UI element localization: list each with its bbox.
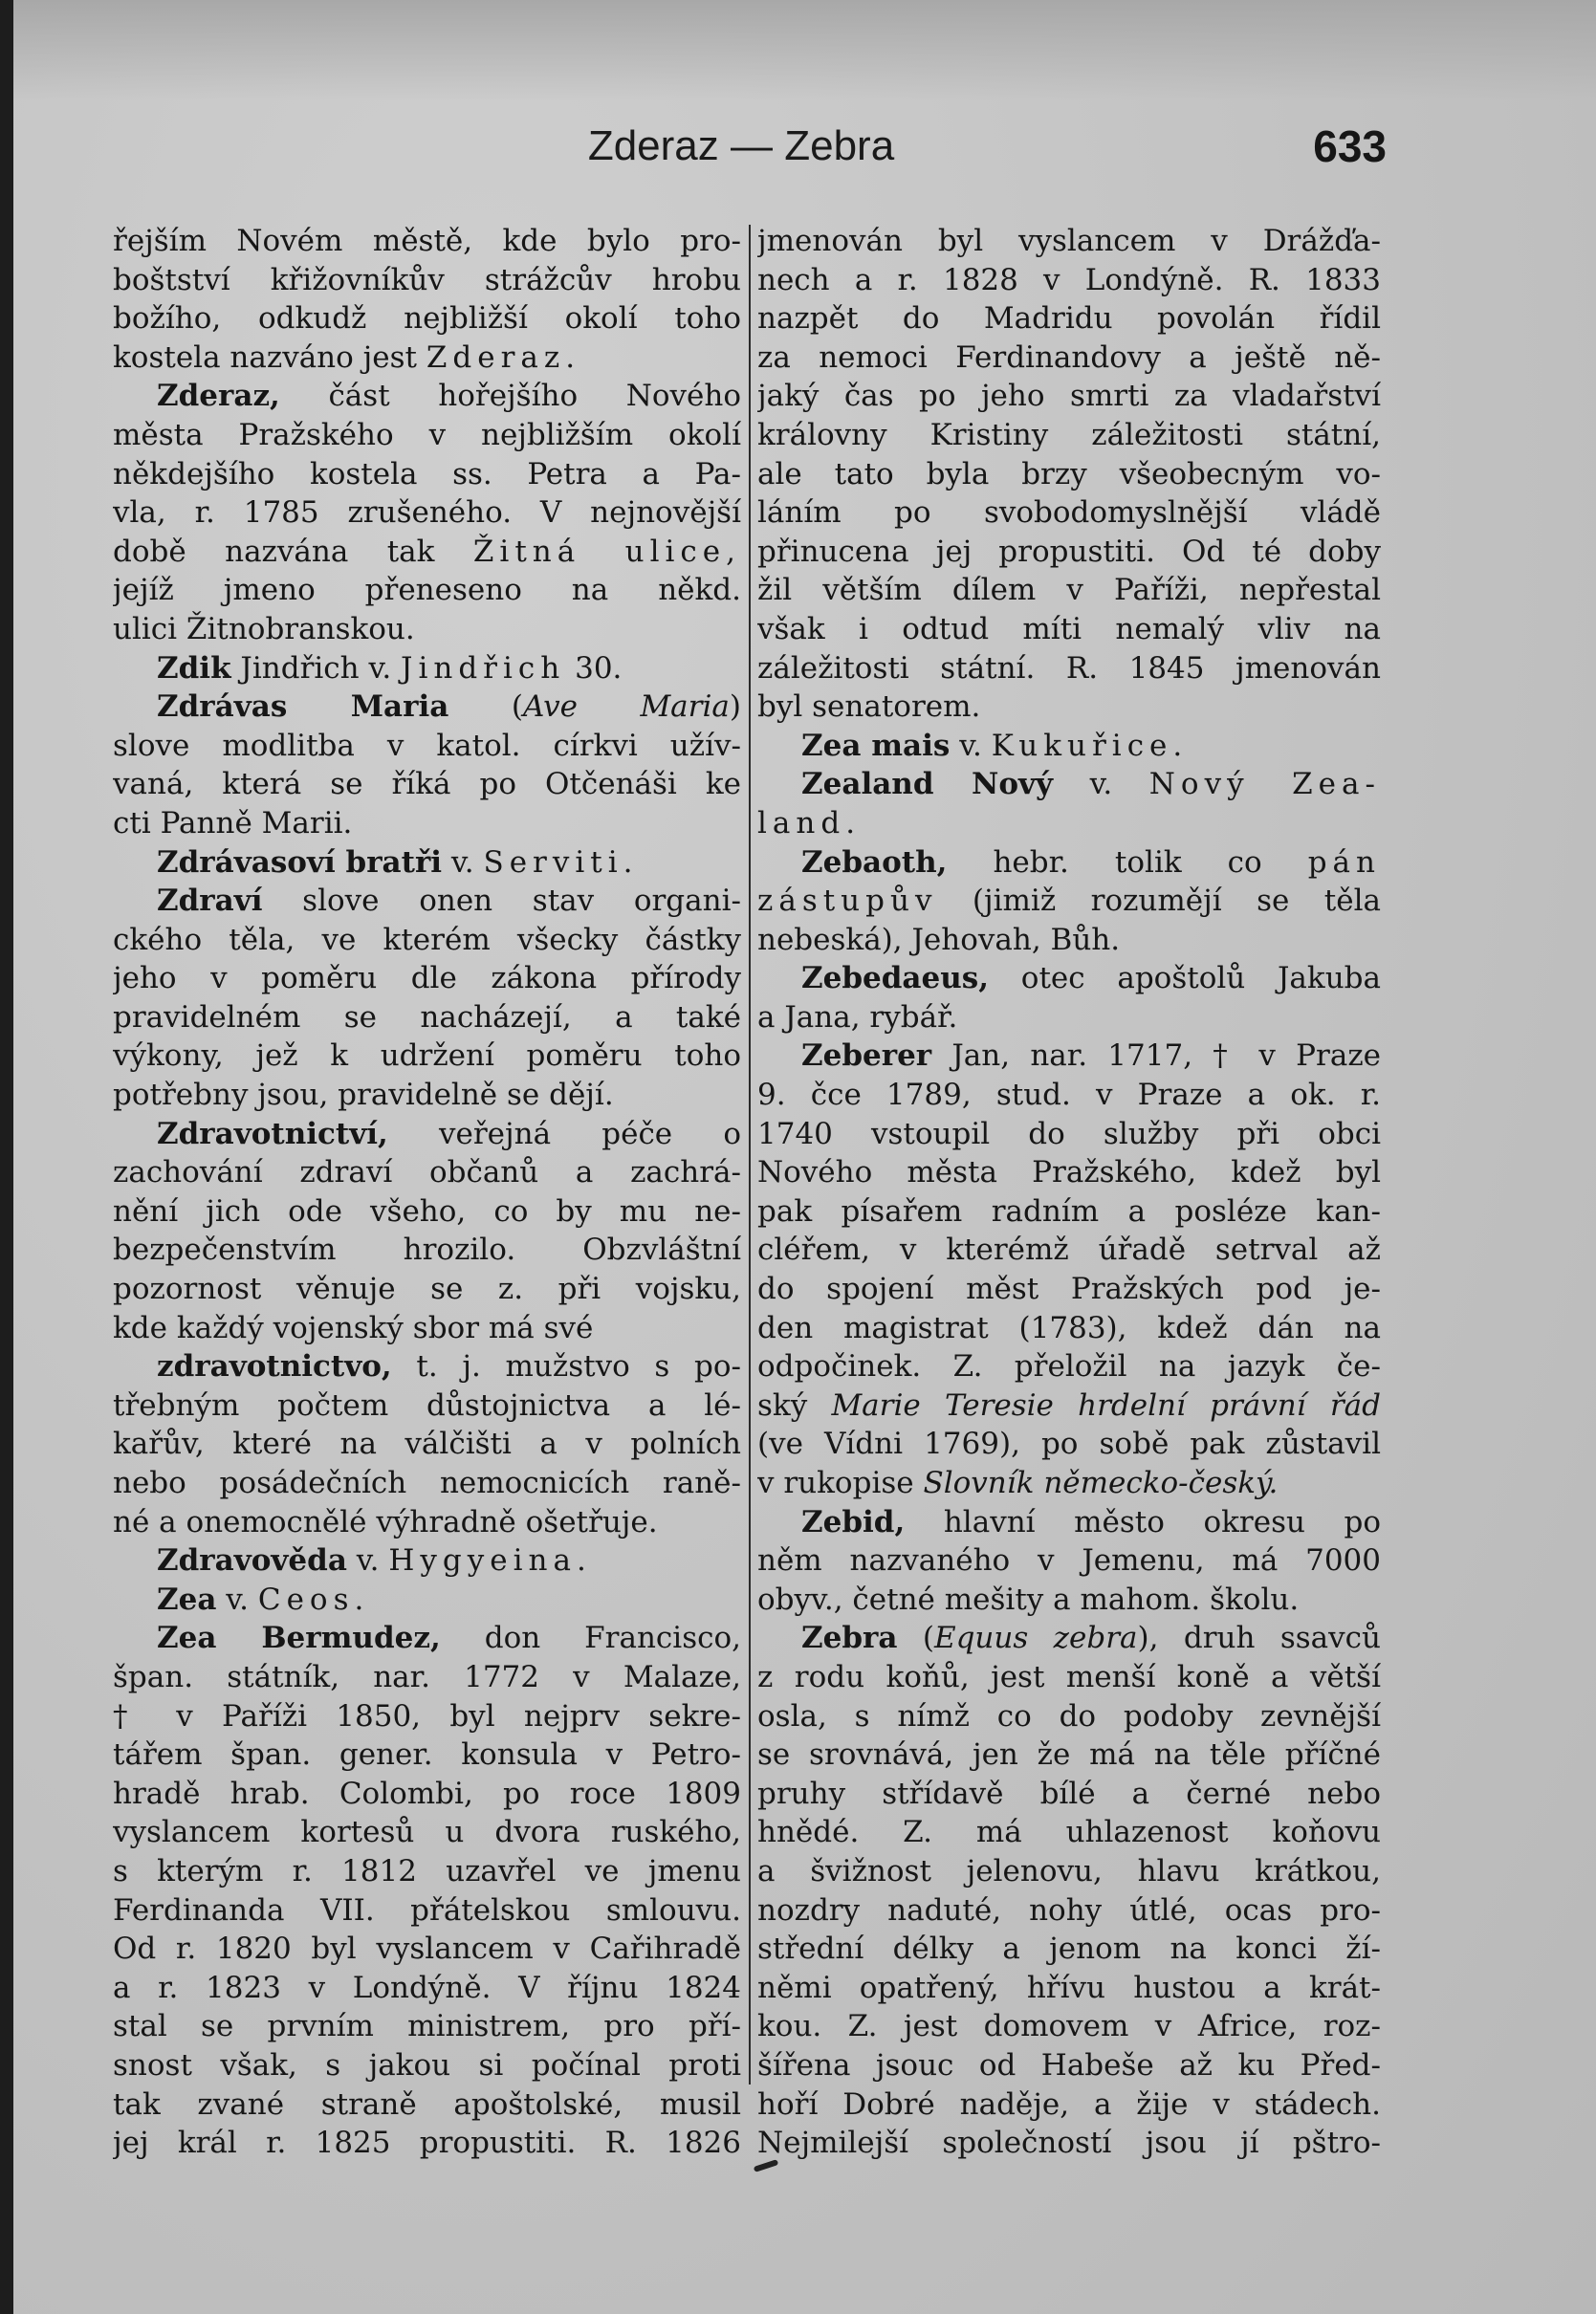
text-line (757, 1969, 1381, 2008)
text-span: boštství křižovníkův strážcův hrobu (113, 262, 741, 297)
text-line (113, 1852, 741, 1891)
text-span: ale tato byla brzy všeobecným vo- (757, 456, 1381, 491)
text-line (113, 1581, 741, 1620)
text-line (757, 1658, 1381, 1697)
text-line (113, 1425, 741, 1464)
text-span: kařův, které na válčišti a v polních (113, 1427, 741, 1462)
running-title: Zderaz — Zebra (587, 122, 895, 169)
spaced-text: Nový Zea- (1148, 767, 1381, 802)
text-span: ( (897, 1621, 934, 1656)
text-span: královny Kristiny záležitosti státní, (757, 417, 1381, 452)
text-span: města Pražského v nejbližším okolí (113, 417, 741, 452)
text-span: byl senatorem. (757, 689, 981, 725)
text-line (757, 377, 1381, 416)
text-line (757, 1852, 1381, 1891)
text-line (113, 1386, 741, 1426)
entry-term: Zeberer (801, 1038, 932, 1074)
text-line (113, 455, 741, 494)
text-span: hebr. tolik co (947, 844, 1308, 880)
text-span: jejíž jmeno přeneseno na někd. (113, 573, 741, 608)
spaced-text: pán (1307, 844, 1381, 880)
entry-term: Zea mais (801, 728, 951, 763)
text-line (757, 455, 1381, 494)
spaced-text: zástupův (757, 884, 938, 919)
text-span: v. (1053, 767, 1149, 802)
text-line (757, 2124, 1381, 2163)
text-line (113, 338, 741, 378)
entry-term: Zdrávasoví bratři (157, 844, 443, 880)
text-span: nozdry naduté, nohy útlé, ocas pro- (757, 1892, 1381, 1928)
text-line (757, 1930, 1381, 1969)
text-span: Nového města Pražského, kdež byl (757, 1155, 1381, 1190)
text-line (757, 1153, 1381, 1192)
text-span: se srovnává, jen že má na těle příčné (757, 1737, 1381, 1773)
text-span: jaký čas po jeho smrti za vladařství (757, 379, 1381, 414)
text-span: nebeská), Jehovah, Bůh. (757, 922, 1121, 957)
text-span: don Francisco, (440, 1621, 741, 1656)
text-span: stal se prvním ministrem, pro pří- (113, 2009, 741, 2044)
spaced-text: Ceos. (257, 1582, 370, 1617)
text-span: hoří Dobré naděje, a žije v stádech. (757, 2086, 1381, 2122)
text-line (113, 959, 741, 998)
text-span: Ferdinanda VII. přátelskou smlouvu. (113, 1892, 741, 1928)
text-span: pak písařem radním a posléze kan- (757, 1193, 1381, 1229)
text-line (113, 1231, 741, 1270)
text-line (113, 1891, 741, 1931)
text-line (113, 649, 741, 688)
text-span: výkony, jež k udržení poměru toho (113, 1038, 741, 1074)
text-line (113, 998, 741, 1037)
entry-term: Zdravověda (157, 1543, 347, 1579)
text-line (113, 2085, 741, 2125)
text-span: v rukopise (757, 1466, 924, 1500)
page-number: 633 (1313, 121, 1387, 171)
text-line (757, 1813, 1381, 1852)
text-span: pruhy střídavě bílé a černé nebo (757, 1776, 1381, 1811)
text-span: 9. čce 1789, stud. v Praze a ok. r. (757, 1078, 1381, 1113)
entry-term: Zderaz, (157, 379, 280, 414)
text-line (113, 1309, 741, 1348)
text-line (757, 338, 1381, 378)
text-line (113, 1037, 741, 1076)
page-spine-edge (0, 0, 13, 2314)
text-line (113, 493, 741, 533)
text-line (113, 1503, 741, 1542)
text-line (113, 1969, 741, 2008)
text-line (757, 493, 1381, 533)
text-span: vaná, která se říká po Otčenáši ke (113, 767, 741, 802)
text-span: někdejšího kostela ss. Petra a Pa- (113, 456, 741, 491)
text-line (113, 571, 741, 610)
text-line (113, 1775, 741, 1814)
text-span: bezpečenstvím hrozilo. Obzvláštní (113, 1233, 741, 1268)
text-line (757, 416, 1381, 455)
text-span: ( (448, 689, 523, 725)
text-span: něm nazvaného v Jemenu, má 7000 (757, 1543, 1381, 1579)
text-span: láním po svobodomyslnější vládě (757, 495, 1381, 531)
text-line (757, 1697, 1381, 1736)
italic-text: Marie Teresie hrdelní právní řád (831, 1387, 1381, 1423)
text-line (113, 765, 741, 804)
text-span: (ve Vídni 1769), po sobě pak zůstavil (757, 1427, 1381, 1462)
text-line (113, 1736, 741, 1775)
entry-term: Zdik (157, 650, 231, 686)
entry-term: Zea Bermudez, (157, 1621, 441, 1656)
text-line (113, 416, 741, 455)
text-span: a Jana, rybář. (757, 999, 958, 1035)
text-span: a švižnost jelenovu, hlavu krátkou, (757, 1853, 1381, 1888)
text-span: potřebny jsou, pravidelně se dějí. (113, 1078, 614, 1113)
text-span: otec apoštolů Jakuba (989, 961, 1381, 996)
text-span: ulici Žitnobranskou. (113, 611, 415, 646)
text-span: v. (216, 1582, 258, 1617)
text-line (757, 921, 1381, 960)
text-line (113, 2046, 741, 2085)
text-line (113, 1153, 741, 1192)
text-line (113, 261, 741, 300)
text-line (757, 1037, 1381, 1076)
column-rule (749, 225, 751, 2085)
text-span: době nazvána tak (113, 534, 473, 569)
entry-term: Zealand Nový (801, 767, 1054, 802)
text-span: špan. státník, nar. 1772 v Malaze, (113, 1659, 741, 1694)
text-line (757, 2007, 1381, 2046)
text-line (757, 1076, 1381, 1115)
text-span: nění jich ode všeho, co by mu ne- (113, 1193, 741, 1229)
text-span: vla, r. 1785 zrušeného. V nejnovější (113, 495, 741, 531)
text-span: slove modlitba v katol. církvi užív- (113, 728, 741, 763)
spaced-text: Jindřich (401, 650, 566, 686)
text-span: Nejmilejší společností jsou jí pštro- (757, 2126, 1381, 2161)
spaced-text: Žitná ulice, (472, 534, 741, 569)
entry-term: Zebedaeus, (801, 961, 990, 996)
text-span: tářem špan. gener. konsula v Petro- (113, 1737, 741, 1773)
italic-text: Slovník německo-český. (923, 1466, 1279, 1500)
text-line (757, 261, 1381, 300)
left-column (113, 222, 741, 2163)
text-line (113, 533, 741, 572)
text-line (113, 1347, 741, 1386)
text-span: 1740 vstoupil do služby při obci (757, 1116, 1381, 1151)
text-span: † v Paříži 1850, byl nejprv sekre- (113, 1698, 741, 1734)
text-span: a r. 1823 v Londýně. V říjnu 1824 (113, 1970, 741, 2005)
text-span: veřejná péče o (387, 1116, 741, 1151)
text-span: (jimiž rozumějí se těla (937, 884, 1381, 919)
text-line (757, 649, 1381, 688)
text-line (113, 1541, 741, 1581)
text-line (757, 1347, 1381, 1386)
text-line (757, 2046, 1381, 2085)
text-line (113, 1270, 741, 1309)
text-span: šířena jsouc od Habeše až ku Před- (757, 2047, 1381, 2083)
text-line (113, 610, 741, 649)
entry-term: Zebra (801, 1621, 898, 1656)
text-line (113, 1464, 741, 1503)
text-span: vyslancem kortesů u dvora ruského, (113, 1815, 741, 1850)
text-line (113, 882, 741, 921)
text-line (113, 377, 741, 416)
text-span: Od r. 1820 byl vyslancem v Cařihradě (113, 1932, 741, 1967)
text-span: nebo posádečních nemocnicích raně- (113, 1466, 741, 1500)
text-span: tak zvané straně apoštolské, musil (113, 2086, 741, 2122)
text-line (113, 1192, 741, 1232)
text-span: den magistrat (1783), kdež dán na (757, 1310, 1381, 1345)
spaced-text: Hygyeina. (388, 1543, 592, 1579)
text-span: cti Panně Marii. (113, 805, 353, 840)
text-span: Jindřich v. (230, 650, 402, 686)
text-line (757, 571, 1381, 610)
entry-term: Zebaoth, (801, 844, 948, 880)
text-span: pravidelném se nacházejí, a také (113, 999, 741, 1035)
entry-term: Zdravotnictví, (157, 1116, 388, 1151)
text-span: cléřem, v kterémž úřadě setrval až (757, 1233, 1381, 1268)
text-line (757, 843, 1381, 883)
text-line (113, 1697, 741, 1736)
text-line (113, 2124, 741, 2163)
text-line (757, 1115, 1381, 1154)
entry-term: zdravotnictvo, (157, 1349, 392, 1385)
text-line (757, 959, 1381, 998)
text-line (757, 222, 1381, 261)
text-span: obyv., četné mešity a mahom. školu. (757, 1582, 1300, 1617)
text-line (113, 2007, 741, 2046)
spaced-text: Serviti. (483, 844, 639, 880)
text-line (757, 1503, 1381, 1542)
text-span: hlavní město okresu po (905, 1504, 1381, 1539)
text-span: žil větším dílem v Paříži, nepřestal (757, 573, 1381, 608)
text-line (757, 998, 1381, 1037)
text-line (757, 2085, 1381, 2125)
entry-term: Zdrávas Maria (157, 689, 449, 725)
text-span: pozornost věnuje se z. při vojsku, (113, 1272, 741, 1307)
text-span: t. j. mužstvo s po- (391, 1349, 741, 1385)
text-span: z rodu koňů, jest menší koně a větší (757, 1659, 1381, 1694)
text-line (757, 1541, 1381, 1581)
text-span: do spojení měst Pražských pod je- (757, 1272, 1381, 1307)
text-span: s kterým r. 1812 uzavřel ve jmenu (113, 1853, 741, 1888)
text-line (113, 1076, 741, 1115)
text-span: jej král r. 1825 propustiti. R. 1826 (113, 2126, 741, 2161)
text-span: Jan, nar. 1717, † v Praze (931, 1038, 1381, 1074)
text-span: střední délky a jenom na konci ží- (757, 1932, 1381, 1967)
text-span: záležitosti státní. R. 1845 jmenován (757, 650, 1381, 686)
text-line (757, 1270, 1381, 1309)
text-span: v. (950, 728, 992, 763)
text-span: třebným počtem důstojnictva a lé- (113, 1387, 741, 1423)
text-span: přinucena jej propustiti. Od té doby (757, 534, 1381, 569)
text-line (113, 1619, 741, 1658)
text-line (757, 1309, 1381, 1348)
text-line (113, 1115, 741, 1154)
text-line (113, 688, 741, 727)
text-span: osla, s nímž co do podoby zevnější (757, 1698, 1381, 1734)
text-line (757, 533, 1381, 572)
text-span: kde každý vojenský sbor má své (113, 1310, 594, 1345)
text-line (757, 1736, 1381, 1775)
text-line (113, 804, 741, 843)
text-line (113, 843, 741, 883)
italic-text: Ave Maria (522, 689, 730, 725)
entry-term: Zea (157, 1582, 217, 1617)
text-line (757, 1891, 1381, 1931)
text-line (757, 882, 1381, 921)
entry-term: Zebid, (801, 1504, 906, 1539)
text-span: slove onen stav organi- (262, 884, 741, 919)
text-line (757, 1581, 1381, 1620)
right-column (757, 222, 1381, 2163)
text-span: ckého těla, ve kterém všecky částky (113, 922, 741, 957)
text-line (757, 1619, 1381, 1658)
text-line (757, 1775, 1381, 1814)
text-line (113, 727, 741, 766)
text-span: božího, odkudž nejbližší okolí toho (113, 301, 741, 337)
text-line (757, 1464, 1381, 1503)
text-span: němi opatřený, hřívu hustou a krát- (757, 1970, 1381, 2005)
text-line (113, 299, 741, 338)
text-span: né a onemocnělé výhradně ošetřuje. (113, 1504, 658, 1539)
text-line (757, 688, 1381, 727)
text-span: ) (729, 689, 741, 725)
text-span: zachování zdraví občanů a zachrá- (113, 1155, 741, 1190)
text-span: část hořejšího Nového (279, 379, 741, 414)
spaced-text: land. (757, 805, 862, 840)
spaced-text: Kukuřice. (991, 728, 1189, 763)
text-span: kostela nazváno jest (113, 339, 426, 375)
text-span: odpočinek. Z. přeložil na jazyk če- (757, 1349, 1381, 1385)
text-line (757, 299, 1381, 338)
text-line (757, 804, 1381, 843)
page-shading (13, 0, 1596, 100)
text-line (757, 1386, 1381, 1426)
text-span: však i odtud míti nemalý vliv na (757, 611, 1381, 646)
text-span: jeho v poměru dle zákona přírody (113, 961, 741, 996)
text-line (113, 1813, 741, 1852)
text-line (757, 727, 1381, 766)
text-span: kou. Z. jest domovem v Africe, roz- (757, 2009, 1381, 2044)
text-span: v. (346, 1543, 389, 1579)
text-span: 30. (565, 650, 623, 686)
entry-term: Zdraví (157, 884, 263, 919)
text-line (113, 1658, 741, 1697)
text-line (757, 765, 1381, 804)
text-span: ský (757, 1387, 832, 1423)
text-line (757, 1425, 1381, 1464)
text-line (113, 921, 741, 960)
text-span: nazpět do Madridu povolán řídil (757, 301, 1381, 337)
text-span: hnědé. Z. má uhlazenost koňovu (757, 1815, 1381, 1850)
text-span: jmenován byl vyslancem v Drážďa- (757, 224, 1381, 258)
text-span: v. (442, 844, 484, 880)
text-span: za nemoci Ferdinandovy a ještě ně- (757, 339, 1381, 375)
text-line (113, 1930, 741, 1969)
spaced-text: Zderaz. (426, 339, 581, 375)
text-span: ), druh ssavců (1137, 1621, 1381, 1656)
text-line (113, 222, 741, 261)
text-span: snost však, s jakou si počínal proti (113, 2047, 741, 2083)
text-line (757, 1192, 1381, 1232)
text-span: hradě hrab. Colombi, po roce 1809 (113, 1776, 741, 1811)
text-span: nech a r. 1828 v Londýně. R. 1833 (757, 262, 1381, 297)
text-line (757, 610, 1381, 649)
italic-text: Equus zebra (933, 1621, 1138, 1656)
text-span: řejším Novém městě, kde bylo pro- (113, 224, 741, 258)
text-line (757, 1231, 1381, 1270)
